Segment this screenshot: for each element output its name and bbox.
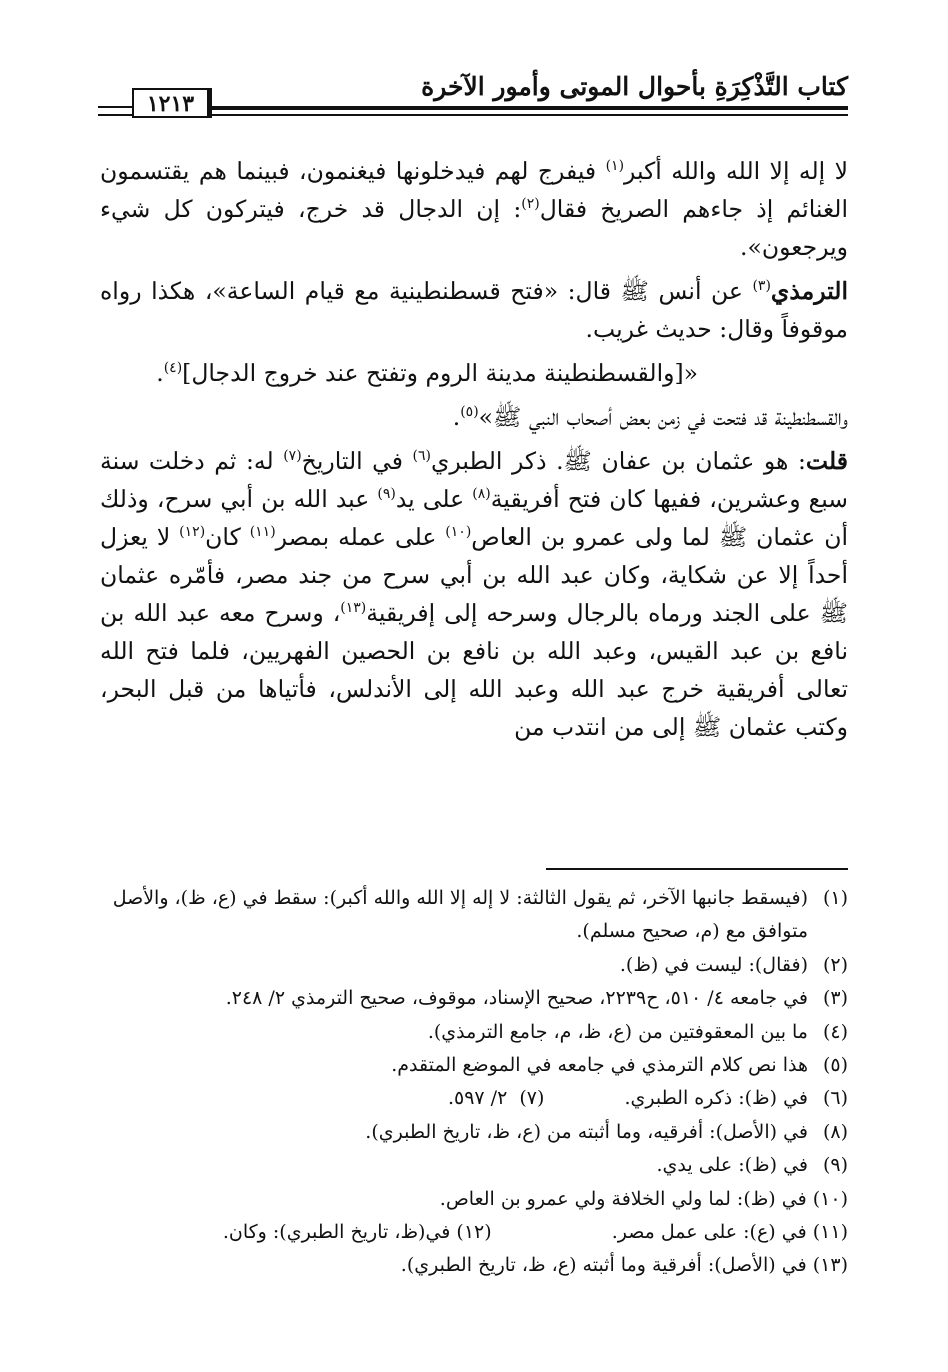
paragraph	[100, 152, 848, 266]
footnote-text: في (ظ): لما ولي الخلافة ولي عمرو بن العاص.	[439, 1187, 807, 1210]
footnote-ref: (٥)	[460, 404, 479, 420]
footnote	[100, 1183, 848, 1216]
page-number: ١٢١٣	[132, 88, 212, 118]
footnote-text: في (الأصل): أفرقيه، وما أثبته من (ع، ظ، تاريخ الطبري).	[365, 1120, 808, 1143]
footnote-ref: (١٢)	[179, 524, 206, 540]
text-run: .	[452, 403, 461, 431]
footnote-number: (٢)	[822, 953, 848, 976]
footnote-ref: (٧)	[283, 448, 302, 464]
footnote-ref: (٨)	[472, 486, 491, 502]
footnote-number: (٣)	[822, 987, 848, 1010]
text-run: «[والقسطنطينة مدينة الروم وتفتح عند خروج الدجال]	[182, 359, 698, 387]
footnote-ref: (٣)	[752, 278, 771, 294]
footnote-ref: (١١)	[249, 524, 276, 540]
footnote-text: (فقال): ليست في (ظ).	[619, 953, 808, 976]
footnote-number: (١)	[822, 887, 848, 909]
footnote-ref: (١٠)	[445, 524, 472, 540]
footnote-number: (٥)	[822, 1054, 848, 1077]
text-run: .	[156, 359, 164, 387]
footnote-text: (فيسقط جانبها الآخر، ثم يقول الثالثة: لا إله إلا الله والله أكبر): سقط في (ع، ظ)، والأصل متوافق مع (م، صحيح مسلم).	[112, 887, 808, 943]
paragraph	[100, 398, 848, 436]
footnote-separator	[546, 868, 848, 870]
footnote-ref: (٩)	[377, 486, 396, 502]
footnote-text: هذا نص كلام الترمذي في جامعه في الموضع المتقدم.	[391, 1054, 808, 1077]
footnote-number: (٤)	[822, 1020, 848, 1043]
footnote	[100, 1116, 848, 1149]
paragraph	[100, 354, 848, 392]
footnote	[100, 1249, 848, 1282]
text-run: عن أنس ﷺ قال: «فتح قسطنطينية مع قيام الساعة»، هكذا رواه موقوفاً وقال: حديث غريب.	[100, 277, 848, 343]
footnote-number: (٨)	[822, 1120, 848, 1143]
footnote-number: (١٣)	[812, 1254, 848, 1277]
header-rule-thin	[212, 114, 848, 116]
footnote-ref: (١)	[605, 158, 625, 174]
footnote-text: في (ع): على عمل مصر.	[611, 1221, 807, 1244]
running-title: كتاب التَّذْكِرَةِ بأحوال الموتى وأمور الآخرة	[421, 72, 848, 101]
footnote	[100, 1216, 848, 1249]
text-run: على يد	[395, 485, 473, 513]
footnote-ref: (٦)	[412, 448, 431, 464]
footnote	[100, 882, 848, 949]
footnote	[100, 982, 848, 1015]
footnote	[100, 1016, 848, 1049]
footnote-ref: (٢)	[521, 196, 540, 212]
header-rule-left-top	[98, 106, 132, 108]
text-run: على عمله بمصر	[275, 523, 446, 551]
footnote-number: (٩)	[822, 1154, 848, 1177]
text-run: له: ثم دخلت سنة سبع وعشرين، ففيها كان فتح أفريقية	[100, 447, 848, 513]
lead-word: قلت	[805, 447, 848, 475]
footnote-number: (١١)	[812, 1221, 848, 1244]
text-run: ، وسرح معه عبد الله بن نافع بن عبد القيس، وعبد الله بن نافع بن الحصين الفهريين، فلما فتح الله تعالى أفريقية خرج عبد الله وعبد الله إلى الأندلس، فأتياها من قبل البحر، وكتب عثمان ﷺ إلى من انتدب من	[100, 599, 848, 741]
footnote-number: (١٢)	[456, 1221, 492, 1244]
footnote-text: في (ظ): ذكره الطبري.	[624, 1087, 808, 1110]
text-run: : هو عثمان بن عفان ﷺ. ذكر الطبري	[431, 447, 806, 475]
header-rule-left-bottom	[98, 114, 132, 116]
footnote	[100, 949, 848, 982]
footnote-number: (١٠)	[812, 1187, 848, 1210]
footnote-number: (٧)	[519, 1087, 545, 1110]
paragraph	[100, 272, 848, 348]
footnote	[100, 1049, 848, 1082]
text-run: لا يعزل أحداً إلا عن شكاية، وكان عبد الله بن أبي سرح من جند مصر، فأمّره عثمان ﷺ على الجند ورماه بالرجال وسرحه إلى إفريقية	[100, 523, 848, 627]
footnote	[100, 1149, 848, 1182]
text-run: والقسطنطينة قد فتحت في زمن بعض أصحاب النبي ﷺ»	[478, 403, 848, 431]
text-run: فيفرج لهم فيدخلونها فيغنمون، فبينما هم يقتسمون الغنائم إذ جاءهم الصريخ فقال	[100, 157, 848, 223]
footnote-text: في (ظ): على يدي.	[656, 1154, 808, 1177]
footnote-text: ما بين المعقوفتين من (ع، ظ، م، جامع الترمذي).	[427, 1020, 808, 1043]
footnote-text: ٢/ ٥٩٧.	[447, 1087, 508, 1110]
footnote-number: (٦)	[822, 1087, 848, 1110]
paragraph	[100, 442, 848, 746]
footnotes	[100, 882, 848, 1283]
footnote-ref: (١٣)	[340, 600, 367, 616]
text-run: في التاريخ	[301, 447, 413, 475]
footnote-text: في(ظ، تاريخ الطبري): وكان.	[222, 1221, 451, 1244]
main-text	[100, 152, 848, 752]
lead-word: الترمذي	[770, 277, 848, 305]
text-run: لا إله إلا الله والله أكبر	[624, 157, 848, 185]
footnote-text: في جامعه ٤/ ٥١٠، ح٢٢٣٩، صحيح الإسناد، موقوف، صحيح الترمذي ٢/ ٢٤٨.	[225, 987, 808, 1010]
header-rule-thick	[212, 106, 848, 110]
text-run: كان	[205, 523, 250, 551]
footnote-text: في (الأصل): أفرقية وما أثبته (ع، ظ، تاريخ الطبري).	[400, 1254, 807, 1277]
footnote	[100, 1082, 848, 1115]
text-run: : إن الدجال قد خرج، فيتركون كل شيء ويرجعون».	[100, 195, 848, 261]
text-run: عبد الله بن أبي سرح، وذلك أن عثمان ﷺ لما ولى عمرو بن العاص	[100, 485, 848, 551]
footnote-ref: (٤)	[163, 360, 183, 376]
